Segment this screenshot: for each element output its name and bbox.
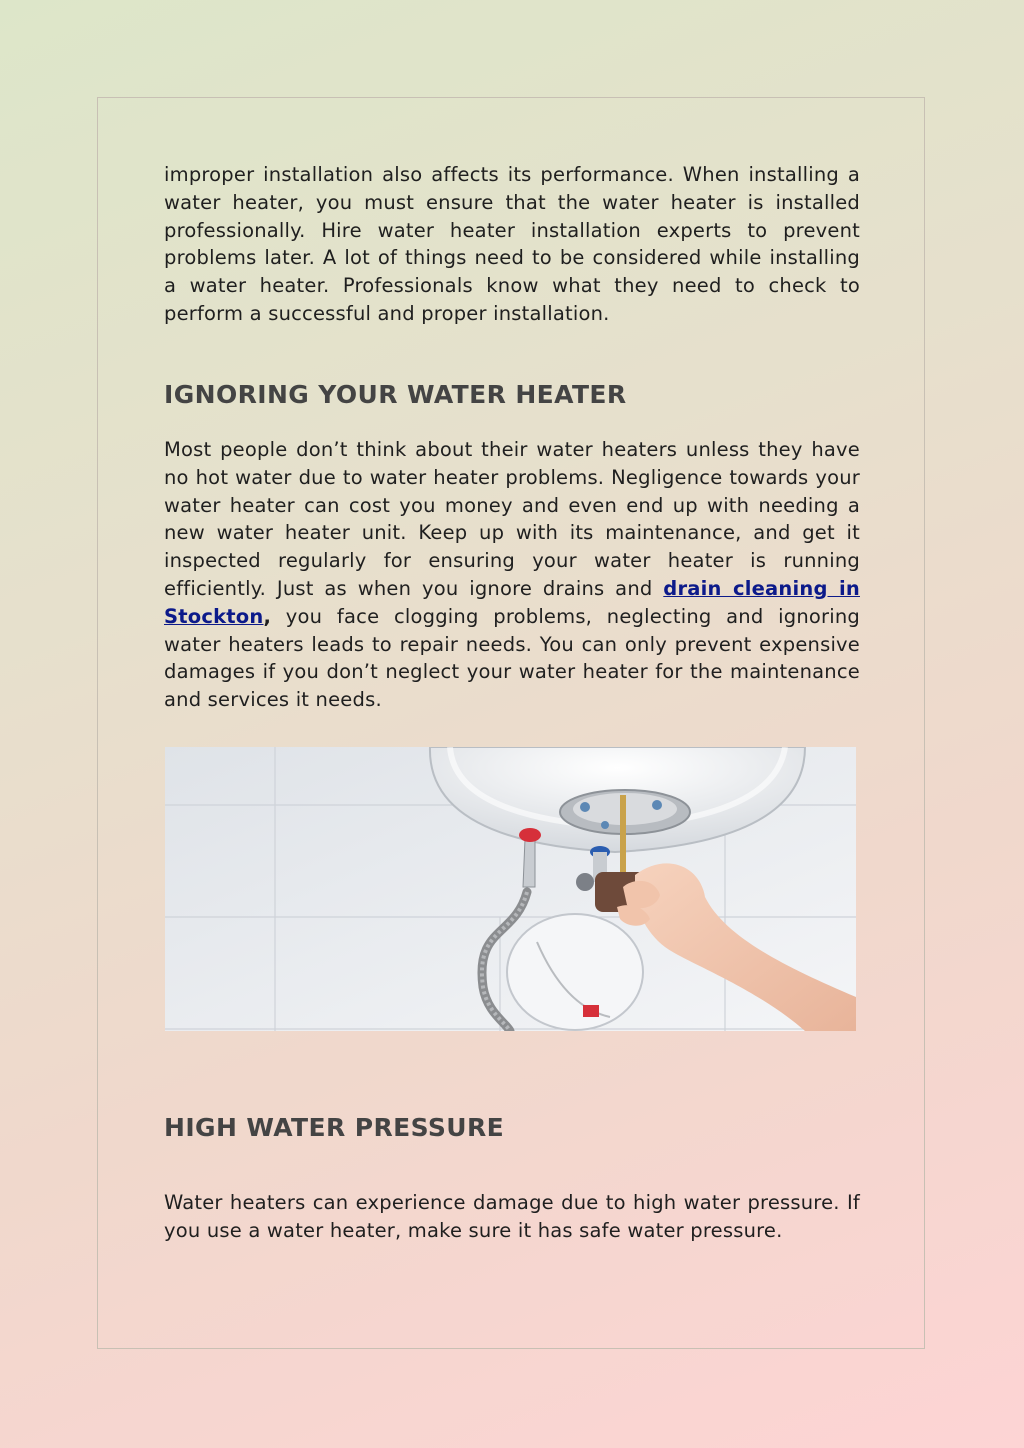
section-heading-ignoring: IGNORING YOUR WATER HEATER (164, 380, 627, 409)
water-heater-photo (165, 747, 856, 1031)
ignoring-text-end: you face clogging problems, neglecting and ignoring water heaters leads to repair needs. You can only prevent expensive damages if you don’t neglect your water heater for the maintenance and services it needs. (164, 604, 860, 712)
ignoring-paragraph (164, 436, 860, 714)
ignoring-text-start: Most people don’t think about their water heaters unless they have no hot water due to water heater problems. Negligence towards your water heater can cost you money and even end up with needing a new water heater unit. Keep up with its maintenance, and get it inspected regularly for ensuring your water heater is running efficiently. Just as when you ignore drains and (164, 438, 860, 600)
intro-paragraph: improper installation also affects its performance. When installing a water heater, you must ensure that the water heater is installed professionally. Hire water heater installation experts to prevent problems later. A lot of things need to be considered while installing a water heater. Professionals know what they need to check to perform a successful and proper installation. (164, 163, 860, 325)
pressure-paragraph: Water heaters can experience damage due to high water pressure. If you use a water heater, make sure it has safe water pressure. (164, 1191, 860, 1242)
link-comma: , (263, 604, 272, 628)
section-heading-pressure: HIGH WATER PRESSURE (164, 1113, 505, 1142)
drain-cleaning-link[interactable]: drain cleaning in Stockton (164, 576, 860, 628)
